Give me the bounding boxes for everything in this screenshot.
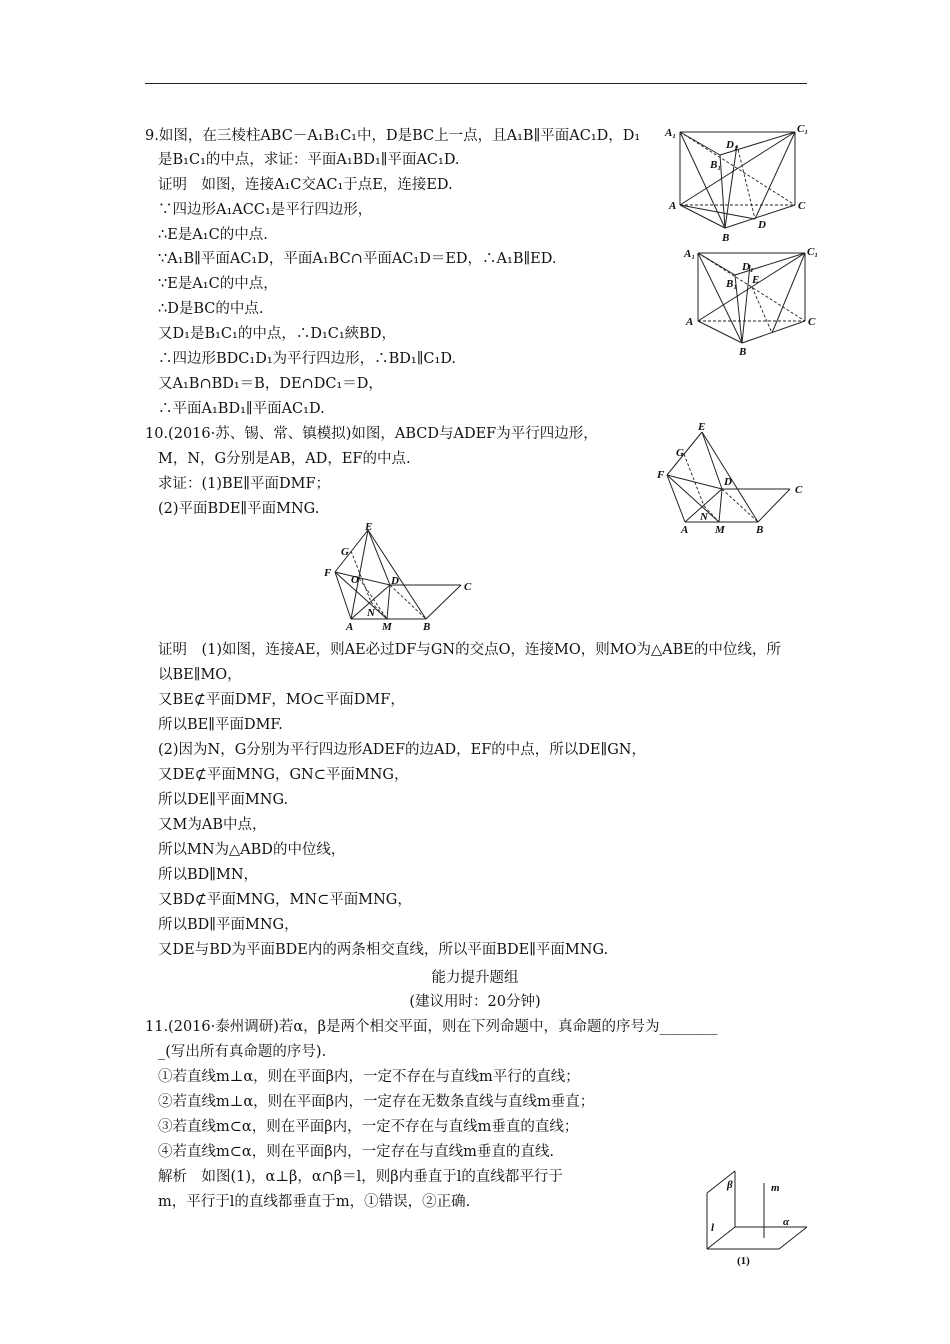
text-line: ∵A₁B∥平面AC₁D，平面A₁BC∩平面AC₁D＝ED，∴A₁B∥ED. — [158, 251, 557, 267]
label-A1: A₁ — [665, 127, 677, 139]
text-line: 又A₁B∩BD₁＝B，DE∩DC₁＝D， — [158, 376, 383, 392]
prism-figure-2 — [680, 243, 820, 358]
text-line: 又DE⊄平面MNG，GN⊂平面MNG， — [158, 767, 409, 783]
text-line: 又BE⊄平面DMF，MO⊂平面DMF， — [158, 692, 405, 708]
prism-figure-1 — [660, 120, 810, 245]
label-beta: β — [727, 1179, 733, 1191]
planes-figure — [697, 1165, 812, 1270]
label-B: B — [423, 621, 431, 633]
text-line: 又D₁是B₁C₁的中点，∴D₁C₁綊BD， — [158, 326, 396, 342]
text-line: 所以BD∥平面MNG， — [158, 917, 299, 933]
text-line: (2)平面BDE∥平面MNG. — [158, 501, 320, 517]
section-subtitle: (建议用时：20分钟) — [409, 994, 541, 1010]
top-rule — [145, 83, 807, 84]
label-C1: C₁ — [807, 246, 819, 258]
text-line: 证明 (1)如图，连接AE，则AE必过DF与GN的交点O，连接MO，则MO为△ABE的中位线，所 — [158, 642, 781, 658]
label-D1: D₁ — [742, 261, 754, 273]
label-M: M — [715, 524, 725, 536]
label-G: G — [341, 546, 349, 558]
text-line: 求证：(1)BE∥平面DMF； — [158, 476, 331, 492]
text-line: 又M为AB中点， — [158, 817, 267, 833]
label-F: F — [657, 469, 665, 481]
text-line: ∴D是BC的中点. — [158, 301, 264, 317]
text-line: 证明 如图，连接A₁C交AC₁于点E，连接ED. — [158, 177, 453, 193]
label-C: C — [464, 581, 472, 593]
text-line: 解析 如图(1)，α⊥β，α∩β＝l，则β内垂直于l的直线都平行于 — [158, 1169, 563, 1185]
label-O: O — [351, 574, 359, 586]
label-D: D — [391, 575, 399, 587]
text-line: 所以DE∥平面MNG. — [158, 792, 289, 808]
label-B: B — [756, 524, 764, 536]
label-D1: D₁ — [726, 139, 738, 151]
label-C: C — [798, 200, 806, 212]
text-line: m，平行于l的直线都垂直于m，①错误，②正确. — [158, 1194, 471, 1210]
label-C: C — [808, 316, 816, 328]
label-C: C — [795, 484, 803, 496]
parallelogram-figure-1 — [650, 422, 810, 537]
section-title: 能力提升题组 — [431, 970, 519, 986]
text-line: ∴E是A₁C的中点. — [158, 227, 268, 243]
label-E: E — [752, 274, 760, 286]
figure-caption: (1) — [737, 1255, 750, 1267]
text-line: 是B₁C₁的中点，求证：平面A₁BD₁∥平面AC₁D. — [158, 152, 460, 168]
text-line: 又DE与BD为平面BDE内的两条相交直线，所以平面BDE∥平面MNG. — [158, 942, 609, 958]
label-M: M — [382, 621, 392, 633]
label-G: G — [676, 447, 684, 459]
label-N: N — [700, 511, 708, 523]
label-D: D — [758, 219, 766, 231]
label-A1: A₁ — [684, 248, 696, 260]
text-line: (2)因为N，G分别为平行四边形ADEF的边AD，EF的中点，所以DE∥GN， — [158, 742, 646, 758]
label-m: m — [771, 1182, 780, 1194]
label-alpha: α — [783, 1216, 790, 1228]
label-C1: C₁ — [797, 123, 809, 135]
label-N: N — [367, 607, 375, 619]
text-line: ②若直线m⊥α，则在平面β内，一定存在无数条直线与直线m垂直； — [158, 1094, 595, 1110]
label-E: E — [365, 522, 373, 533]
text-line: ④若直线m⊂α，则在平面β内，一定存在与直线m垂直的直线. — [158, 1144, 554, 1160]
label-B1: B₁ — [726, 278, 738, 290]
label-B: B — [739, 346, 747, 358]
text-line: ③若直线m⊂α，则在平面β内，一定不存在与直线m垂直的直线； — [158, 1119, 579, 1135]
text-line: ∵四边形A₁ACC₁是平行四边形， — [158, 202, 373, 218]
text-line: ①若直线m⊥α，则在平面β内，一定不存在与直线m平行的直线； — [158, 1069, 580, 1085]
text-line: M，N，G分别是AB，AD，EF的中点. — [158, 451, 411, 467]
text-line: 又BD⊄平面MNG，MN⊂平面MNG， — [158, 892, 412, 908]
text-line: 9.如图，在三棱柱ABC－A₁B₁C₁中，D是BC上一点，且A₁B∥平面AC₁D，D₁ — [145, 128, 641, 144]
text-line: 所以BE∥平面DMF. — [158, 717, 283, 733]
label-A: A — [686, 316, 694, 328]
text-line: ∴四边形BDC₁D₁为平行四边形，∴BD₁∥C₁D. — [158, 351, 457, 367]
label-F: F — [324, 567, 332, 579]
text-line: ∴平面A₁BD₁∥平面AC₁D. — [158, 401, 325, 417]
label-D: D — [724, 476, 732, 488]
text-line: 所以BD∥MN， — [158, 867, 259, 883]
label-B: B — [722, 232, 730, 244]
parallelogram-figure-2 — [318, 522, 478, 634]
label-B1: B₁ — [710, 159, 722, 171]
label-A: A — [346, 621, 354, 633]
text-line: _(写出所有真命题的序号). — [158, 1044, 327, 1060]
label-E: E — [698, 422, 706, 433]
text-line: 所以MN为△ABD的中位线， — [158, 842, 346, 858]
label-A: A — [681, 524, 689, 536]
text-line: 10.(2016·苏、锡、常、镇模拟)如图，ABCD与ADEF为平行四边形， — [145, 426, 598, 442]
label-l: l — [711, 1222, 715, 1234]
text-line: ∵E是A₁C的中点， — [158, 276, 278, 292]
text-line: 11.(2016·泰州调研)若α，β是两个相交平面，则在下列命题中，真命题的序号为________ — [145, 1019, 718, 1035]
label-A: A — [669, 200, 677, 212]
text-line: 以BE∥MO， — [158, 667, 242, 683]
